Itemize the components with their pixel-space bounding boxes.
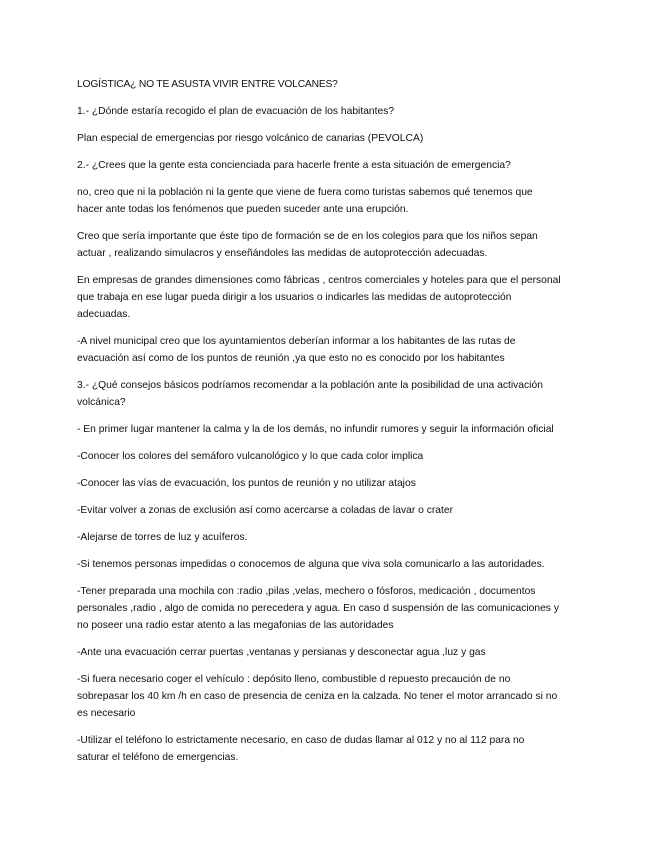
advice-item — [77, 644, 587, 661]
text-line: adecuadas. — [77, 309, 131, 320]
text-line: -Conocer las vías de evacuación, los puntos de reunión y no utilizar atajos — [77, 478, 416, 489]
text-line: 1.- ¿Dónde estaría recogido el plan de evacuación de los habitantes? — [77, 106, 395, 117]
text-line: actuar , realizando simulacros y enseñándoles las medidas de autoprotección adecuadas. — [77, 248, 488, 259]
text-line: volcánica? — [77, 397, 126, 408]
document-body — [77, 76, 587, 776]
text-line: Plan especial de emergencias por riesgo volcánico de canarias (PEVOLCA) — [77, 133, 424, 144]
answer-2-paragraph — [77, 184, 587, 218]
text-line: Creo que sería importante que éste tipo de formación se de en los colegios para que los niños sepan — [77, 231, 538, 242]
text-line: -A nivel municipal creo que los ayuntamientos deberían informar a los habitantes de las rutas de — [77, 336, 516, 347]
text-line: -Utilizar el teléfono lo estrictamente necesario, en caso de dudas llamar al 012 y no al 112 para no — [77, 735, 525, 746]
text-line: no poseer una radio estar atento a las megafonias de las autoridades — [77, 620, 394, 631]
text-line: -Evitar volver a zonas de exclusión así como acercarse a coladas de lavar o crater — [77, 505, 454, 516]
text-line: -Conocer los colores del semáforo vulcanológico y lo que cada color implica — [77, 451, 424, 462]
text-line: es necesario — [77, 708, 136, 719]
text-line: -Ante una evacuación cerrar puertas ,ventanas y persianas y desconectar agua ,luz y gas — [77, 647, 486, 658]
text-line: -Si tenemos personas impedidas o conocemos de alguna que viva sola comunicarlo a las autoridades. — [77, 559, 545, 570]
advice-item — [77, 529, 587, 546]
answer-1 — [77, 130, 587, 147]
advice-item — [77, 556, 587, 573]
question-3 — [77, 377, 587, 411]
text-line: saturar el teléfono de emergencias. — [77, 752, 239, 763]
text-line: hacer ante todas los fenómenos que pueden suceder ante una erupción. — [77, 204, 409, 215]
text-line: 3.- ¿Qué consejos básicos podríamos recomendar a la población ante la posibilidad de una activación — [77, 380, 543, 391]
answer-2-paragraph — [77, 333, 587, 367]
text-line: -Si fuera necesario coger el vehículo : depósito lleno, combustible d repuesto precaución de no — [77, 674, 511, 685]
text-line: - En primer lugar mantener la calma y la de los demás, no infundir rumores y seguir la información oficial — [77, 424, 554, 435]
advice-item — [77, 671, 587, 722]
text-line: que trabaja en ese lugar pueda dirigir a los usuarios o indicarles las medidas de autoprotección — [77, 292, 512, 303]
text-line: 2.- ¿Crees que la gente esta concienciada para hacerle frente a esta situación de emergencia? — [77, 160, 511, 171]
advice-item — [77, 448, 587, 465]
text-line: -Alejarse de torres de luz y acuíferos. — [77, 532, 248, 543]
text-line: evacuación así como de los puntos de reunión ,ya que esto no es conocido por los habitantes — [77, 353, 505, 364]
text-line: personales ,radio , algo de comida no perecedera y agua. En caso d suspensión de las comunicaciones y — [77, 603, 559, 614]
advice-item — [77, 583, 587, 634]
text-line: En empresas de grandes dimensiones como fábricas , centros comerciales y hoteles para que el personal — [77, 275, 561, 286]
advice-item — [77, 732, 587, 766]
advice-item — [77, 421, 587, 438]
text-line: -Tener preparada una mochila con :radio ,pilas ,velas, mechero o fósforos, medicación , documentos — [77, 586, 536, 597]
text-line: sobrepasar los 40 km /h en caso de presencia de ceniza en la calzada. No tener el motor arrancado si no — [77, 691, 558, 702]
document-title — [77, 76, 587, 93]
answer-2-paragraph — [77, 272, 587, 323]
question-1 — [77, 103, 587, 120]
answer-2-paragraph — [77, 228, 587, 262]
advice-item — [77, 475, 587, 492]
text-line: LOGÍSTICA¿ NO TE ASUSTA VIVIR ENTRE VOLCANES? — [77, 79, 338, 90]
text-line: no, creo que ni la población ni la gente que viene de fuera como turistas sabemos qué tenemos que — [77, 187, 533, 198]
advice-item — [77, 502, 587, 519]
question-2 — [77, 157, 587, 174]
